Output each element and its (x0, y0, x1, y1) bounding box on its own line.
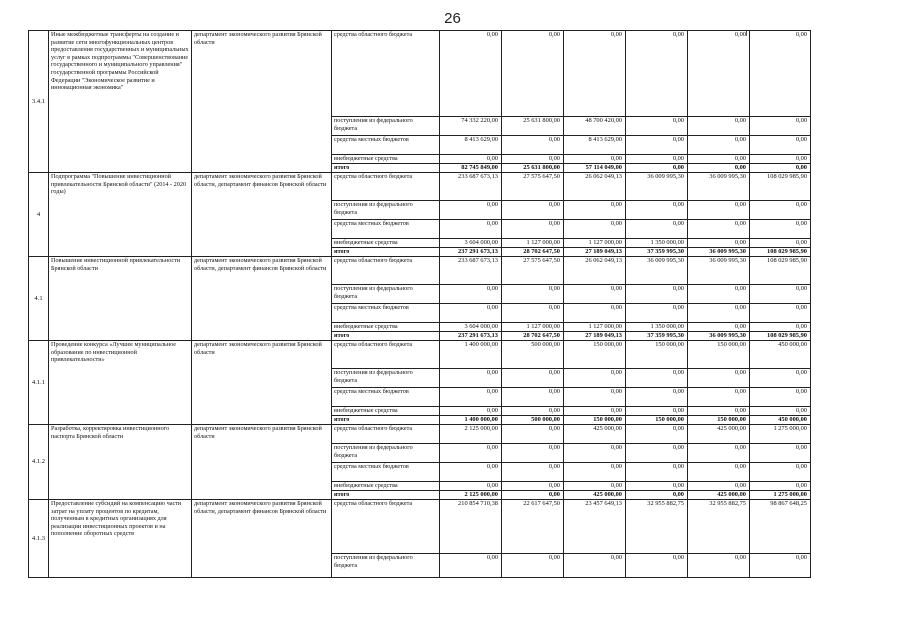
amount-year-1: 1 127 000,00 (502, 239, 564, 248)
row-name: Подпрограмма "Повышение инвестиционной привлекательности Брянской области" (2014 - 2020 годы) (49, 173, 192, 257)
amount-year-3: 0,00 (626, 482, 688, 491)
amount-year-4: 150 000,00 (688, 341, 750, 369)
amount-year-2: 0,00 (564, 369, 626, 388)
amount-total: 0,00 (440, 31, 502, 117)
amount-year-5: 0,00 (750, 407, 811, 416)
amount-year-4: 150 000,00 (688, 416, 750, 425)
amount-year-1: 0,00 (502, 482, 564, 491)
amount-year-4: 425 000,00 (688, 491, 750, 500)
row-executor: департамент экономического развития Брянской области, департамент финансов Брянской области (192, 173, 332, 257)
amount-year-2: 0,00 (564, 201, 626, 220)
amount-year-1: 28 702 647,50 (502, 332, 564, 341)
amount-total: 0,00 (440, 482, 502, 491)
amount-year-4: 36 009 995,30 (688, 332, 750, 341)
amount-year-4: 0,00 (688, 407, 750, 416)
amount-year-3: 150 000,00 (626, 341, 688, 369)
amount-year-1: 0,00 (502, 388, 564, 407)
amount-year-3: 150 000,00 (626, 416, 688, 425)
row-code: 4 (29, 173, 49, 257)
row-code: 4.1.3 (29, 500, 49, 578)
table-row (29, 257, 811, 285)
funding-source: внебюджетные средства (332, 482, 440, 491)
amount-total: 0,00 (440, 444, 502, 463)
amount-year-4: 36 009 995,30 (688, 257, 750, 285)
funding-source: итого (332, 491, 440, 500)
amount-year-1: 22 617 647,50 (502, 500, 564, 554)
funding-source: средства местных бюджетов (332, 388, 440, 407)
amount-year-1: 0,00 (502, 31, 564, 117)
amount-total: 0,00 (440, 463, 502, 482)
amount-year-3: 0,00 (626, 136, 688, 155)
amount-year-4: 0,00 (688, 304, 750, 323)
funding-source: средства областного бюджета (332, 257, 440, 285)
amount-year-4: 0,00 (688, 136, 750, 155)
funding-source: внебюджетные средства (332, 155, 440, 164)
amount-year-3: 0,00 (626, 425, 688, 444)
amount-total: 2 125 000,00 (440, 425, 502, 444)
row-executor: департамент экономического развития Брянской области, департамент финансов Брянской области (192, 500, 332, 578)
row-executor: департамент экономического развития Брянской области, департамент финансов Брянской области (192, 257, 332, 341)
amount-year-1: 0,00 (502, 369, 564, 388)
amount-year-4: 0,00 (688, 463, 750, 482)
amount-year-5: 98 867 648,25 (750, 500, 811, 554)
amount-total: 210 854 710,38 (440, 500, 502, 554)
amount-year-2: 27 189 049,13 (564, 248, 626, 257)
amount-total: 2 125 000,00 (440, 491, 502, 500)
amount-year-3: 0,00 (626, 388, 688, 407)
amount-year-2: 0,00 (564, 463, 626, 482)
funding-source: поступления из федерального бюджета (332, 444, 440, 463)
amount-total: 1 400 000,00 (440, 341, 502, 369)
amount-total: 0,00 (440, 220, 502, 239)
amount-year-5: 450 000,00 (750, 341, 811, 369)
amount-year-2: 0,00 (564, 304, 626, 323)
amount-year-3: 0,00 (626, 220, 688, 239)
funding-source: средства местных бюджетов (332, 136, 440, 155)
table-row (29, 500, 811, 554)
funding-source: итого (332, 332, 440, 341)
amount-year-2: 27 189 049,13 (564, 332, 626, 341)
amount-year-2: 26 062 049,13 (564, 173, 626, 201)
funding-source: итого (332, 416, 440, 425)
amount-year-2: 8 413 629,00 (564, 136, 626, 155)
amount-total: 3 604 000,00 (440, 239, 502, 248)
amount-year-2: 425 000,00 (564, 491, 626, 500)
amount-year-1: 25 631 800,00 (502, 164, 564, 173)
funding-source: поступления из федерального бюджета (332, 117, 440, 136)
amount-total: 233 687 673,13 (440, 257, 502, 285)
amount-year-1: 0,00 (502, 491, 564, 500)
funding-source: поступления из федерального бюджета (332, 369, 440, 388)
funding-source: средства областного бюджета (332, 341, 440, 369)
amount-year-3: 0,00 (626, 31, 688, 117)
amount-year-5: 0,00 (750, 369, 811, 388)
amount-year-2: 1 127 000,00 (564, 239, 626, 248)
amount-year-5: 0,00 (750, 31, 811, 117)
amount-year-3: 0,00 (626, 201, 688, 220)
row-name: Иные межбюджетные трансферты на создание и развитие сети многофункциональных центров предоставления государственных и муниципальных услуг в рамках подпрограммы "Совершенствование государственного и муниципального управления" государственной программы Российской Федерации "Экономическое развитие и инновационная экономика" (49, 31, 192, 173)
amount-total: 0,00 (440, 155, 502, 164)
amount-total: 0,00 (440, 304, 502, 323)
amount-year-4: 32 955 882,75 (688, 500, 750, 554)
row-name: Разработка, корректировка инвестиционного паспорта Брянской области (49, 425, 192, 500)
amount-year-5: 0,00 (750, 323, 811, 332)
amount-year-1: 0,00 (502, 201, 564, 220)
amount-year-4: 0,00 (688, 323, 750, 332)
amount-year-3: 0,00 (626, 304, 688, 323)
funding-source: средства местных бюджетов (332, 463, 440, 482)
amount-year-5: 108 029 985,90 (750, 332, 811, 341)
amount-year-3: 1 350 000,00 (626, 323, 688, 332)
funding-source: поступления из федерального бюджета (332, 201, 440, 220)
amount-total: 0,00 (440, 201, 502, 220)
amount-year-5: 108 029 985,90 (750, 248, 811, 257)
amount-year-1: 500 000,00 (502, 416, 564, 425)
amount-year-3: 0,00 (626, 155, 688, 164)
amount-year-2: 23 457 649,13 (564, 500, 626, 554)
row-name: Повышение инвестиционной привлекательности Брянской области (49, 257, 192, 341)
funding-source: внебюджетные средства (332, 323, 440, 332)
amount-year-4: 0,00 (688, 285, 750, 304)
amount-year-4: 0,00 (688, 220, 750, 239)
amount-total: 0,00 (440, 554, 502, 578)
amount-year-2: 0,00 (564, 407, 626, 416)
amount-year-4: 0,00 (688, 554, 750, 578)
amount-year-2: 0,00 (564, 388, 626, 407)
row-executor: департамент экономического развития Брянской области (192, 425, 332, 500)
amount-year-2: 0,00 (564, 285, 626, 304)
amount-year-1: 28 702 647,50 (502, 248, 564, 257)
amount-year-2: 0,00 (564, 155, 626, 164)
amount-year-5: 0,00 (750, 239, 811, 248)
amount-year-3: 1 350 000,00 (626, 239, 688, 248)
amount-year-5: 0,00 (750, 463, 811, 482)
amount-year-4: 0,00 (688, 201, 750, 220)
amount-year-2: 0,00 (564, 31, 626, 117)
amount-year-3: 0,00 (626, 491, 688, 500)
amount-year-1: 0,00 (502, 407, 564, 416)
amount-year-1: 0,00 (502, 285, 564, 304)
amount-year-1: 0,00 (502, 463, 564, 482)
amount-year-2: 0,00 (564, 444, 626, 463)
funding-source: поступления из федерального бюджета (332, 285, 440, 304)
amount-total: 1 400 000,00 (440, 416, 502, 425)
amount-year-1: 500 000,00 (502, 341, 564, 369)
amount-year-5: 1 275 000,00 (750, 425, 811, 444)
amount-year-2: 150 000,00 (564, 416, 626, 425)
amount-year-2: 57 114 049,00 (564, 164, 626, 173)
funding-source: средства областного бюджета (332, 425, 440, 444)
row-name: Проведение конкурса «Лучшее муниципальное образование по инвестиционной привлекательности» (49, 341, 192, 425)
amount-year-4: 0,00 (688, 482, 750, 491)
amount-year-2: 26 062 049,13 (564, 257, 626, 285)
amount-year-2: 150 000,00 (564, 341, 626, 369)
amount-total: 74 332 220,00 (440, 117, 502, 136)
amount-year-5: 0,00 (750, 136, 811, 155)
amount-year-1: 1 127 000,00 (502, 323, 564, 332)
amount-year-5: 0,00 (750, 285, 811, 304)
funding-source: средства местных бюджетов (332, 304, 440, 323)
funding-source: средства областного бюджета (332, 500, 440, 554)
amount-year-1: 0,00 (502, 155, 564, 164)
amount-total: 0,00 (440, 369, 502, 388)
amount-year-4: 0,00 (688, 164, 750, 173)
amount-year-4: 36 009 995,30 (688, 248, 750, 257)
table-row (29, 173, 811, 201)
amount-year-3: 0,00 (626, 444, 688, 463)
row-executor: департамент экономического развития Брянской области (192, 341, 332, 425)
amount-year-5: 0,00 (750, 444, 811, 463)
table-row (29, 341, 811, 369)
amount-year-5: 0,00 (750, 554, 811, 578)
funding-source: внебюджетные средства (332, 239, 440, 248)
amount-year-5: 1 275 000,00 (750, 491, 811, 500)
amount-year-4: 0,00 (688, 388, 750, 407)
row-code: 3.4.1 (29, 31, 49, 173)
amount-total: 0,00 (440, 388, 502, 407)
funding-source: внебюджетные средства (332, 407, 440, 416)
amount-year-4: 0,00 (688, 369, 750, 388)
amount-year-1: 0,00 (502, 444, 564, 463)
amount-year-3: 0,00 (626, 285, 688, 304)
page-number: 26 (444, 10, 461, 27)
amount-year-5: 0,00 (750, 201, 811, 220)
amount-year-3: 0,00 (626, 164, 688, 173)
funding-source: средства областного бюджета (332, 173, 440, 201)
amount-year-5: 108 029 985,90 (750, 257, 811, 285)
table-row (29, 425, 811, 444)
amount-year-5: 0,00 (750, 155, 811, 164)
amount-year-1: 0,00 (502, 304, 564, 323)
funding-source: итого (332, 164, 440, 173)
amount-total: 237 291 673,13 (440, 248, 502, 257)
funding-source: поступления из федерального бюджета (332, 554, 440, 578)
amount-total: 3 604 000,00 (440, 323, 502, 332)
amount-year-2: 0,00 (564, 220, 626, 239)
amount-year-5: 0,00 (750, 117, 811, 136)
amount-year-1: 27 575 647,50 (502, 257, 564, 285)
row-executor: департамент экономического развития Брянской области (192, 31, 332, 173)
table-row (29, 31, 811, 117)
amount-year-4: 36 009 995,30 (688, 173, 750, 201)
amount-year-4: 0,00 (688, 155, 750, 164)
amount-year-2: 1 127 000,00 (564, 323, 626, 332)
amount-total: 8 413 629,00 (440, 136, 502, 155)
amount-year-3: 36 009 995,30 (626, 257, 688, 285)
funding-source: средства местных бюджетов (332, 220, 440, 239)
amount-year-5: 0,00 (750, 482, 811, 491)
row-code: 4.1 (29, 257, 49, 341)
amount-year-3: 0,00 (626, 117, 688, 136)
amount-year-1: 0,00 (502, 425, 564, 444)
amount-year-3: 0,00 (626, 369, 688, 388)
row-code: 4.1.1 (29, 341, 49, 425)
amount-year-4: 0,00 (688, 444, 750, 463)
amount-year-2: 48 700 420,00 (564, 117, 626, 136)
amount-year-1: 0,00 (502, 554, 564, 578)
amount-total: 233 687 673,13 (440, 173, 502, 201)
amount-year-2: 0,00 (564, 482, 626, 491)
amount-year-4: 0,00 (688, 239, 750, 248)
amount-year-3: 36 009 995,30 (626, 173, 688, 201)
row-name: Предоставление субсидий на компенсацию части затрат на уплату процентов по кредитам, полученным в кредитных организациях для реализации инвестиционных проектов и на пополнение оборотных средств (49, 500, 192, 578)
amount-total: 0,00 (440, 285, 502, 304)
amount-total: 0,00 (440, 407, 502, 416)
amount-year-3: 32 955 882,75 (626, 500, 688, 554)
amount-year-5: 0,00 (750, 220, 811, 239)
amount-year-3: 0,00 (626, 407, 688, 416)
amount-year-5: 0,00 (750, 304, 811, 323)
amount-year-3: 0,00 (626, 554, 688, 578)
amount-year-3: 37 359 995,30 (626, 248, 688, 257)
amount-total: 237 291 673,13 (440, 332, 502, 341)
amount-year-2: 0,00 (564, 554, 626, 578)
row-code: 4.1.2 (29, 425, 49, 500)
amount-year-5: 0,00 (750, 164, 811, 173)
amount-year-4: 0,00 (688, 117, 750, 136)
amount-year-5: 450 000,00 (750, 416, 811, 425)
funding-source: итого (332, 248, 440, 257)
amount-year-1: 0,00 (502, 136, 564, 155)
amount-year-1: 25 631 800,00 (502, 117, 564, 136)
amount-year-2: 425 000,00 (564, 425, 626, 444)
amount-year-4: 0,00 (688, 31, 750, 117)
amount-year-5: 0,00 (750, 388, 811, 407)
amount-year-1: 0,00 (502, 220, 564, 239)
amount-year-5: 108 029 985,90 (750, 173, 811, 201)
budget-table (28, 30, 811, 578)
amount-total: 82 745 849,00 (440, 164, 502, 173)
amount-year-3: 37 359 995,30 (626, 332, 688, 341)
amount-year-1: 27 575 647,50 (502, 173, 564, 201)
funding-source: средства областного бюджета (332, 31, 440, 117)
amount-year-4: 425 000,00 (688, 425, 750, 444)
amount-year-3: 0,00 (626, 463, 688, 482)
